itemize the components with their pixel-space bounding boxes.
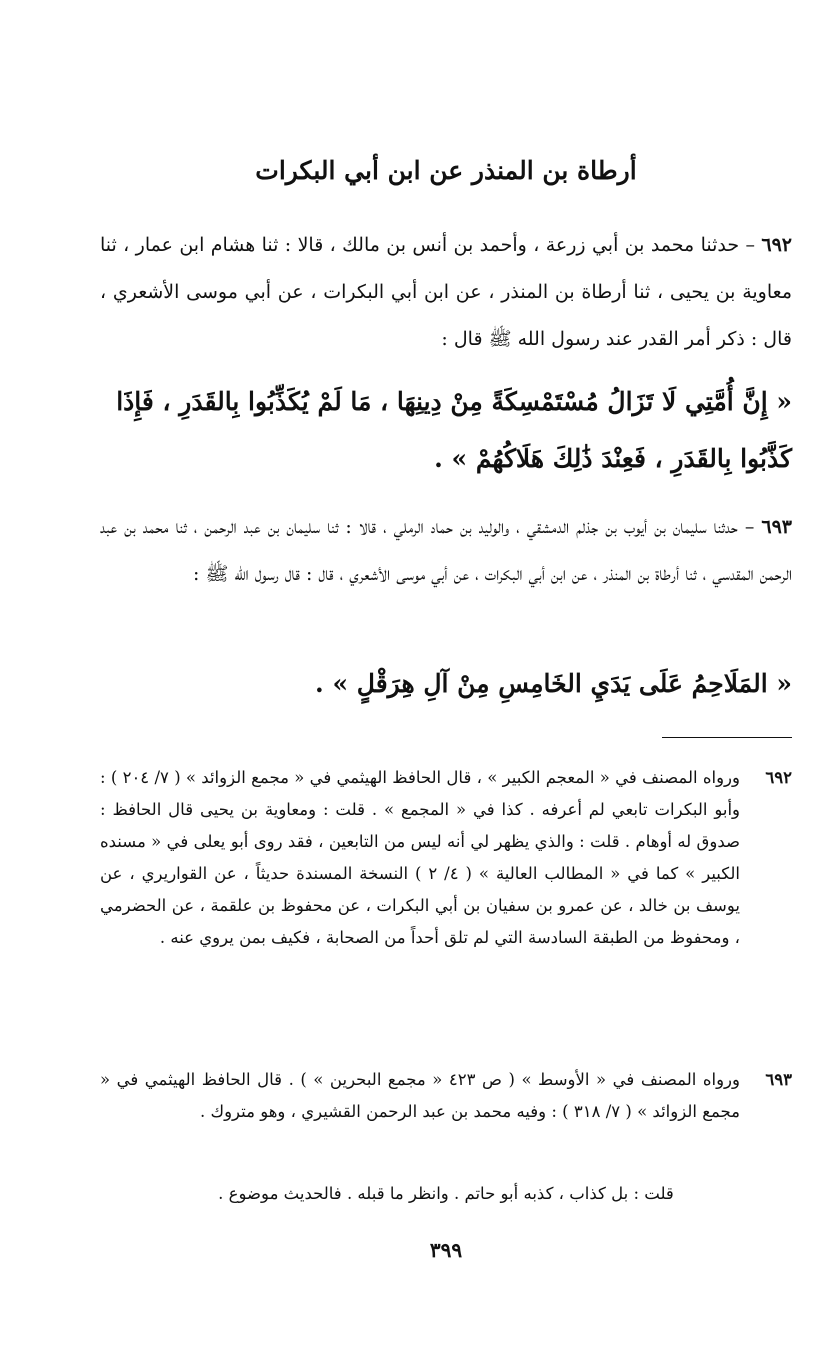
hadith-692-matn: « إِنَّ أُمَّتِي لَا تَزَالُ مُسْتَمْسِكَةً مِنْ دِينِهَا ، مَا لَمْ يُكَذِّبُوا بِالقَدَرِ ، فَإِذَا كَذَّبُوا بِالقَدَرِ ، فَعِنْدَ ذَٰلِكَ هَلَاكُهُمْ » . xyxy=(116,387,792,473)
footnote-divider xyxy=(662,737,792,738)
isnad-text: – حدثنا محمد بن أبي زرعة ، وأحمد بن أنس بن مالك ، قالا : ثنا هشام ابن عمار ، ثنا معاوية بن يحيى ، ثنا أرطاة بن المنذر ، عن ابن أبي البكرات ، عن أبي موسى الأشعري ، قال : ذكر أمر القدر عند رسول الله ﷺ قال : xyxy=(100,234,792,350)
hadith-693-isnad xyxy=(100,504,792,598)
footnote-number: ٦٩٢ xyxy=(765,768,792,787)
hadith-number: ٦٩٢ xyxy=(761,234,792,256)
hadith-693-matn: « المَلَاحِمُ عَلَى يَدَيِ الخَامِسِ مِنْ آلِ هِرَقْلٍ » . xyxy=(315,669,792,698)
closing-note: قلت : بل كذاب ، كذبه أبو حاتم . وانظر ما قبله . فالحديث موضوع . xyxy=(218,1184,674,1203)
footnote-692 xyxy=(100,762,792,954)
book-page xyxy=(100,0,792,1359)
footnote-number: ٦٩٣ xyxy=(765,1070,792,1089)
hadith-692-isnad xyxy=(100,222,792,363)
section-heading: أرطاة بن المنذر عن ابن أبي البكرات xyxy=(255,156,637,185)
footnote-text: ورواه المصنف في « المعجم الكبير » ، قال الحافظ الهيثمي في « مجمع الزوائد » ( ٧/ ٢٠٤ ) : وأبو البكرات تابعي لم أعرفه . كذا في « المجمع » . قلت : ومعاوية بن يحيى قال الحافظ : صدوق له أوهام . قلت : والذي يظهر لي أنه ليس من التابعين ، فقد روى أبو يعلى في « مسنده الكبير » كما في « المطالب العالية » ( ٤/ ٢ ) النسخة المسندة حديثاً ، عن القواريري ، عن يوسف بن خالد ، عن عمرو بن سفيان بن أبي البكرات ، عن محفوظ بن علقمة ، عن الحضرمي ، ومحفوظ من الطبقة السادسة التي لم تلق أحداً من الصحابة ، فكيف بمن يروي عنه . xyxy=(100,768,740,947)
footnote-693 xyxy=(100,1064,792,1128)
isnad-text: – حدثنا سليمان بن أيوب بن جذلم الدمشقي ، والوليد بن حماد الرملي ، قالا : ثنا سليمان بن عبد الرحمن ، ثنا محمد بن عبد الرحمن المقدسي ، ثنا أرطاة بن المنذر ، عن ابن أبي البكرات ، عن أبي موسى الأشعري ، قال : قال رسول الله ﷺ : xyxy=(100,516,792,585)
hadith-number: ٦٩٣ xyxy=(761,516,792,538)
page-number: ٣٩٩ xyxy=(429,1238,463,1262)
footnote-text: ورواه المصنف في « الأوسط » ( ص ٤٢٣ « مجمع البحرين » ) . قال الحافظ الهيثمي في « مجمع الزوائد » ( ٧/ ٣١٨ ) : وفيه محمد بن عبد الرحمن القشيري ، وهو متروك . xyxy=(100,1070,740,1121)
